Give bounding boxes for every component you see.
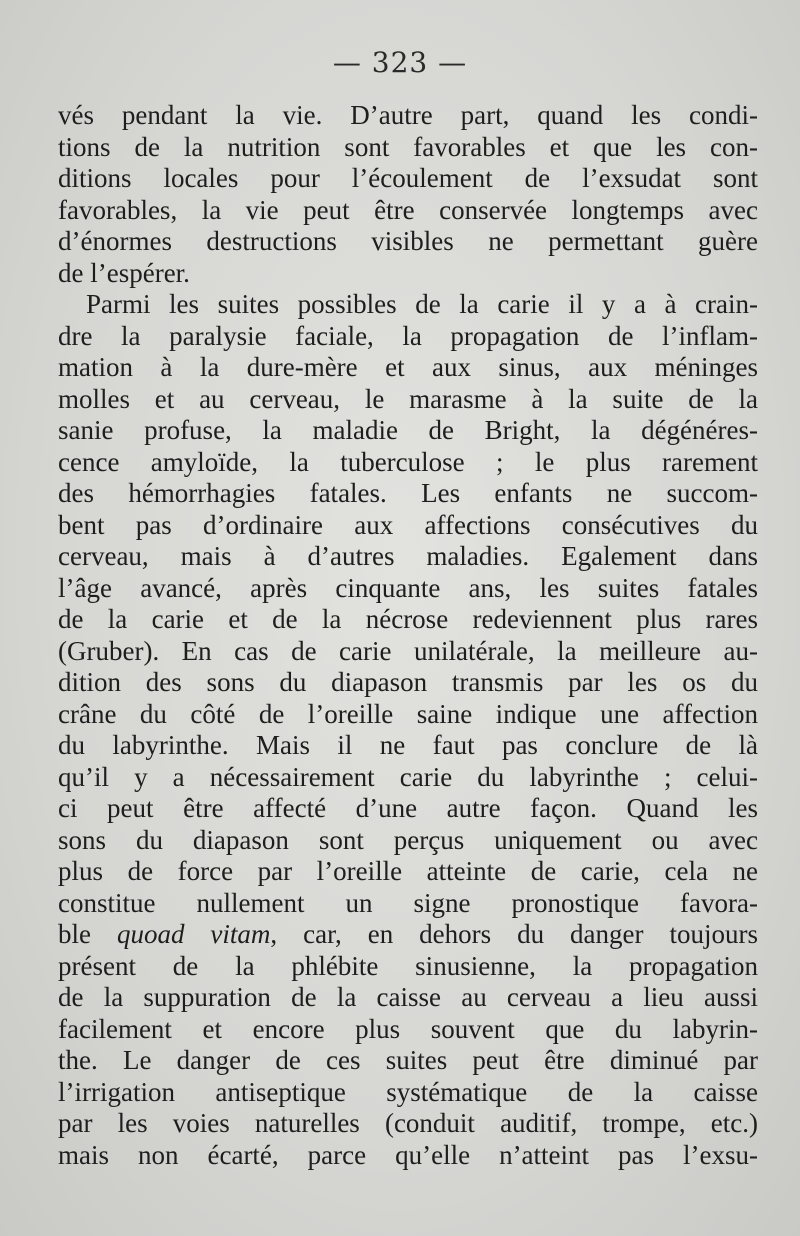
text-line: bent pas d’ordinaire aux affections consécutives du bbox=[58, 509, 758, 540]
text-line: vés pendant la vie. D’autre part, quand les condi- bbox=[58, 100, 758, 130]
text-line: ditions locales pour l’écoulement de l’exsudat sont bbox=[58, 163, 758, 193]
text-line: molles et au cerveau, le marasme à la suite de la bbox=[58, 383, 758, 414]
paragraph-1 bbox=[58, 100, 758, 289]
italic-phrase: quoad vitam bbox=[116, 919, 271, 949]
text-fragment: ble bbox=[58, 919, 117, 949]
text-line: l’irrigation antiseptique systématique de la caisse bbox=[58, 1076, 758, 1107]
text-line: de l’espérer. bbox=[58, 257, 190, 288]
text-line: des hémorrhagies fatales. Les enfants ne succom- bbox=[58, 478, 758, 508]
body-text bbox=[58, 100, 758, 1171]
text-line: présent de la phlébite sinusienne, la propagation bbox=[58, 950, 758, 981]
text-line: favorables, la vie peut être conservée longtemps avec bbox=[58, 194, 758, 225]
text-line: sons du diapason sont perçus uniquement ou avec bbox=[58, 824, 758, 855]
text-line: dition des sons du diapason transmis par les os du bbox=[58, 667, 758, 697]
text-line: tions de la nutrition sont favorables et que les con- bbox=[58, 131, 758, 162]
text-line: dre la paralysie faciale, la propagation de l’inflam- bbox=[58, 320, 758, 351]
text-line: qu’il y a nécessairement carie du labyrinthe ; celui- bbox=[58, 761, 758, 792]
text-line-italic bbox=[58, 919, 758, 951]
text-line: plus de force par l’oreille atteinte de carie, cela ne bbox=[58, 856, 758, 886]
text-line: constitue nullement un signe pronostique favora- bbox=[58, 887, 758, 918]
text-line: du labyrinthe. Mais il ne faut pas conclure de là bbox=[58, 730, 758, 760]
paragraph-2-end bbox=[58, 951, 758, 1172]
text-line: the. Le danger de ces suites peut être diminué par bbox=[58, 1045, 758, 1075]
text-line: cence amyloïde, la tuberculose ; le plus rarement bbox=[58, 446, 758, 477]
text-line: ci peut être affecté d’une autre façon. Quand les bbox=[58, 793, 758, 823]
text-line: mation à la dure-mère et aux sinus, aux méninges bbox=[58, 352, 758, 382]
text-line: mais non écarté, parce qu’elle n’atteint pas l’exsu- bbox=[58, 1139, 758, 1170]
text-line: l’âge avancé, après cinquante ans, les suites fatales bbox=[58, 572, 758, 603]
text-fragment: , car, en dehors du danger toujours bbox=[270, 919, 758, 949]
text-line: de la suppuration de la caisse au cerveau a lieu aussi bbox=[58, 982, 758, 1012]
paragraph-2 bbox=[58, 289, 758, 919]
text-line: de la carie et de la nécrose redeviennent plus rares bbox=[58, 604, 758, 634]
text-line: par les voies naturelles (conduit auditif, trompe, etc.) bbox=[58, 1108, 758, 1138]
page-number: — 323 — bbox=[332, 46, 468, 79]
text-line: d’énormes destructions visibles ne permettant guère bbox=[58, 226, 758, 256]
text-line: sanie profuse, la maladie de Bright, la dégénéres- bbox=[58, 415, 758, 445]
text-line: cerveau, mais à d’autres maladies. Egalement dans bbox=[58, 541, 758, 571]
text-line: (Gruber). En cas de carie unilatérale, la meilleure au- bbox=[58, 635, 758, 666]
text-line: crâne du côté de l’oreille saine indique une affection bbox=[58, 698, 758, 729]
text-line: facilement et encore plus souvent que du labyrin- bbox=[58, 1013, 758, 1044]
text-line: Parmi les suites possibles de la carie il y a à crain- bbox=[86, 289, 758, 319]
